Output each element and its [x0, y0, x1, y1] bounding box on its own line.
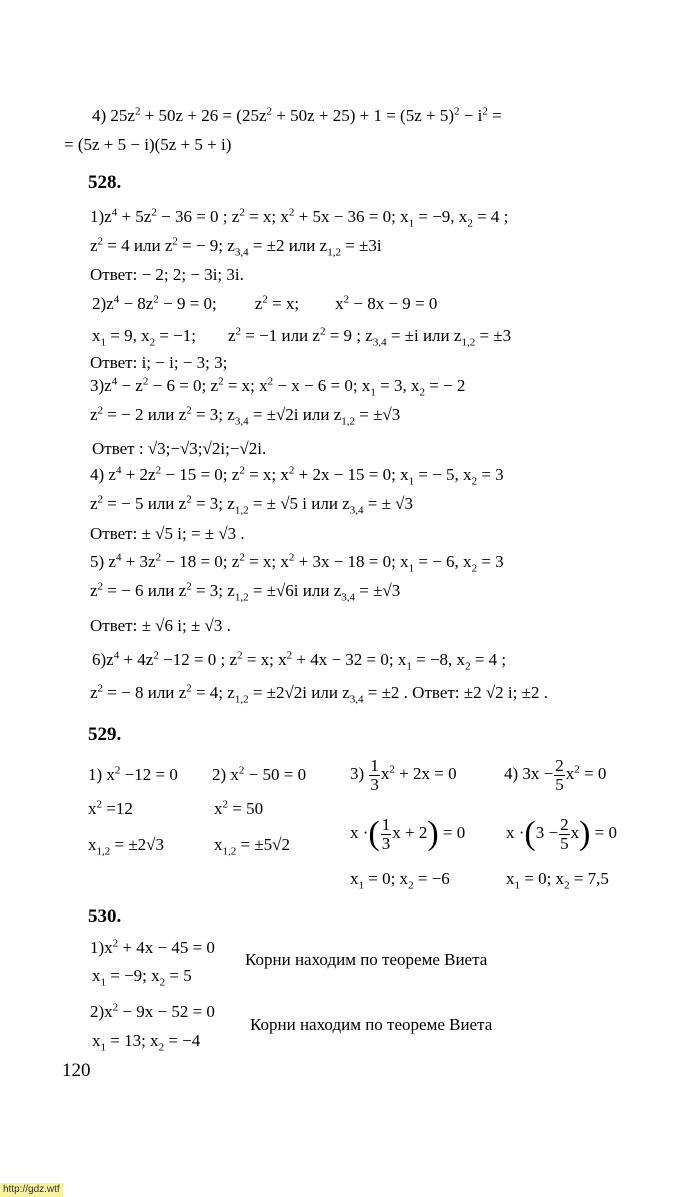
eq-line: 3) $\frac{1}{3}$ $x^2 + 2x = 0$ — [350, 755, 457, 794]
watermark-link[interactable]: http://gdz.wtf — [0, 1183, 63, 1197]
eq-line: $z^2$ = − 8 или $z^2 = 4$; $z_{1,2} = \pm 2√2i$ или $z_{3,4} = \pm 2$ . Ответ: ±2 √2 i; ±2 . — [90, 682, 548, 706]
eq-line: $x_1 = 0$; $x_2 = -6$ — [350, 869, 450, 892]
eq-line: $1)z^4 + 5z^2 - 36 = 0$ ; $z^2 = x$; $x^2 + 5x - 36 = 0$; $x_1 = -9$, $x_2 = 4$ ; — [90, 206, 509, 230]
note-text: Корни находим по теореме Виета — [245, 950, 488, 969]
eq-line: x ·(3 − $\frac{2}{5}$ x) = 0 — [506, 814, 618, 853]
section-header: 528. — [88, 172, 122, 193]
eq-line: $z^2 = 4$ или $z^2$ = − 9; $z_{3,4} = \pm 2$ или $z_{1,2} = \pm 3i$ — [90, 235, 382, 259]
eq-line: $z^2$ = − 2 или $z^2 = 3$; $z_{3,4} = \pm√2i$ или $z_{1,2} = \pm√3$ — [90, 404, 401, 428]
eq-line: 1) $x^2 -12 = 0$ — [88, 764, 178, 784]
eq-line: $x_1 = 13$; $x_2 = -4$ — [92, 1031, 201, 1054]
eq-line: 2) $x^2 - 50 = 0$ — [212, 764, 307, 784]
eq-line: 4) $25z^2 + 50z + 26 = (25z^2 + 50z + 25) + 1 = (5z + 5)^2 - i^2$ = — [92, 105, 502, 125]
fraction: $\frac{1}{3}$ — [381, 814, 391, 853]
eq-line: $2)x^2 - 9x - 52 = 0$ — [90, 1001, 215, 1021]
eq-line: 5) $z^4 + 3z^2 - 18 = 0$; $z^2 = x$; $x^2 + 3x - 18 = 0$; $x_1$ = − 6, $x_2 = 3$ — [90, 551, 504, 575]
note-text: Корни находим по теореме Виета — [250, 1015, 493, 1034]
answer-line: Ответ: − 2; 2; − 3i; 3i. — [90, 265, 244, 284]
section-header: 529. — [88, 724, 122, 745]
eq-line: $x_1 = 0$; $x_2 = 7,5$ — [506, 869, 609, 892]
answer-line: Ответ : √3;−√3;√2i;−√2i. — [92, 439, 267, 458]
eq-line: 4) 3x − $\frac{2}{5}$ $x^2 = 0$ — [504, 755, 607, 794]
fraction: $\frac{2}{5}$ — [560, 814, 569, 853]
fraction: $\frac{1}{3}$ — [370, 755, 379, 794]
eq-line: $x_1 = -9$; $x_2 = 5$ — [92, 966, 192, 989]
eq-line: $x^2 = 50$ — [214, 798, 264, 818]
page-number: 120 — [62, 1060, 91, 1081]
answer-line: Ответ: i; − i; − 3; 3; — [90, 353, 228, 372]
eq-line: 4) $z^4 + 2z^2 - 15 = 0$; $z^2 = x$; $x^2 + 2x - 15 = 0$; $x_1$ = − 5, $x_2 = 3$ — [90, 464, 504, 488]
eq-line: $z^2$ = − 5 или $z^2 = 3$; $z_{1,2}$ = ± √5 i или $z_{3,4}$ = ± √3 — [90, 493, 414, 517]
eq-line: x ·( $\frac{1}{3}$ x + 2) = 0 — [350, 814, 466, 853]
eq-line: = (5z + 5 − i)(5z + 5 + i) — [64, 135, 232, 154]
eq-line: $x_{1,2} = \pm 2√3$ — [88, 835, 164, 858]
answer-line: Ответ: ± √5 i; = ± √3 . — [90, 524, 245, 543]
eq-line: $z^2$ = − 6 или $z^2 = 3$; $z_{1,2} = \pm√6i$ или $z_{3,4} = \pm√3$ — [90, 580, 401, 604]
fraction: $\frac{2}{5}$ — [555, 755, 564, 794]
eq-line: $x^2 =12$ — [88, 798, 133, 818]
section-header: 530. — [88, 906, 122, 927]
answer-line: Ответ: ± √6 i; ± √3 . — [90, 616, 231, 635]
eq-line: $1)x^2 + 4x - 45 = 0$ — [90, 937, 215, 957]
eq-line: $x_1 = 9$, $x_2 = -1$; $z^2 = -1$ или $z^2 = 9$ ; $z_{3,4} = \pm i$ или $z_{1,2} = \pm 3$ — [92, 325, 512, 349]
eq-line: $6)z^4 + 4z^2 -12 = 0$ ; $z^2 = x$; $x^2 + 4x - 32 = 0$; $x_1 = -8$, $x_2 = 4$ ; — [92, 649, 507, 673]
eq-line: $3)z^4 - z^2 - 6 = 0$; $z^2 = x$; $x^2 - x - 6 = 0$; $x_1 = 3$, $x_2$ = − 2 — [90, 375, 466, 399]
eq-line: $2)z^4 - 8z^2 - 9 = 0$; $z^2 = x$; $x^2 - 8x - 9 = 0$ — [92, 293, 438, 313]
eq-line: $x_{1,2} = \pm 5√2$ — [214, 835, 290, 858]
